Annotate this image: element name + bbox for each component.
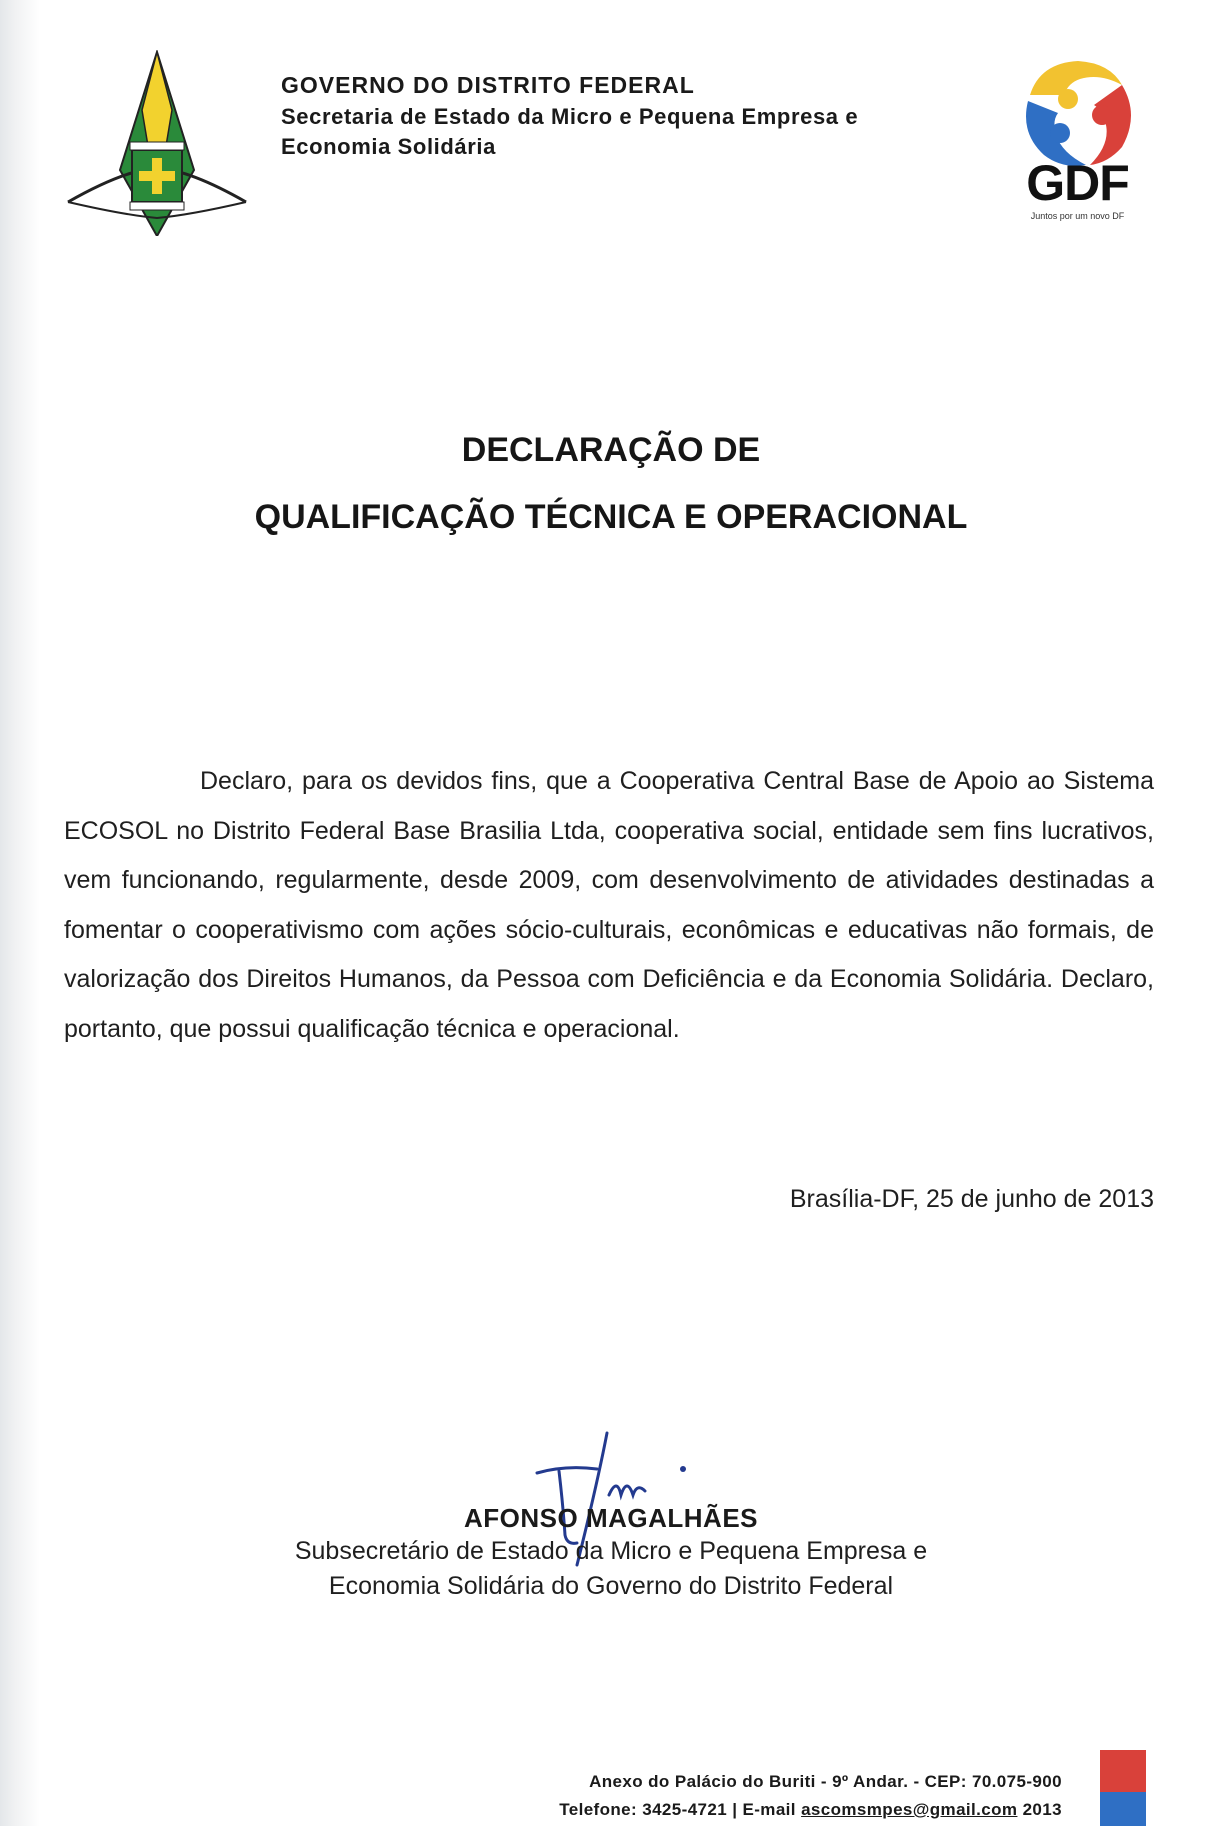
footer-bar-blue [1100, 1792, 1146, 1826]
document-title-line-2: QUALIFICAÇÃO TÉCNICA E OPERACIONAL [254, 498, 968, 536]
footer-contact [559, 1768, 1062, 1824]
footer-address: Anexo do Palácio do Buriti - 9º Andar. - CEP: 70.075-900 [589, 1772, 1062, 1791]
gdf-slogan: Juntos por um novo DF [1030, 211, 1125, 221]
secretariat-line-1: Secretaria de Estado da Micro e Pequena Empresa e [281, 104, 859, 129]
secretariat-line-2: Economia Solidária [281, 134, 496, 159]
header-block [281, 70, 858, 164]
signatory-role-line-1: Subsecretário de Estado da Micro e Pequena Empresa e [294, 1537, 928, 1565]
coat-of-arms-icon [64, 50, 250, 236]
footer-email-suffix: 2013 [1017, 1800, 1062, 1819]
declaration-paragraph: Declaro, para os devidos fins, que a Cooperativa Central Base de Apoio ao Sistema ECOSOL no Distrito Federal Base Brasilia Ltda, cooperativa social, entidade sem fins lucrativos, vem funcionando, regularmente, desde 2009, com desenvolvimento de atividades destinadas a fomentar o cooperativismo com ações sócio-culturais, econômicas e educativas não formais, de valorização dos Direitos Humanos, da Pessoa com Deficiência e da Economia Solidária. Declaro, portanto, que possui qualificação técnica e operacional. [64, 767, 1154, 1043]
government-name: GOVERNO DO DISTRITO FEDERAL [281, 72, 695, 98]
document-title-line-1: DECLARAÇÃO DE [461, 431, 761, 469]
footer-contact-line [559, 1796, 1062, 1824]
footer-color-bar [1100, 1750, 1146, 1826]
signatory-name: AFONSO MAGALHÃES [464, 1503, 758, 1533]
footer-phone: Telefone: 3425-4721 | E-mail [559, 1800, 802, 1819]
footer-email: ascomsmpes@gmail.com [801, 1800, 1018, 1819]
date-line: Brasília-DF, 25 de junho de 2013 [789, 1185, 1154, 1213]
gdf-logo-text: GDF [1026, 155, 1129, 211]
signatory-role-line-2: Economia Solidária do Governo do Distrito Federal [328, 1572, 894, 1600]
footer-bar-red [1100, 1750, 1146, 1792]
